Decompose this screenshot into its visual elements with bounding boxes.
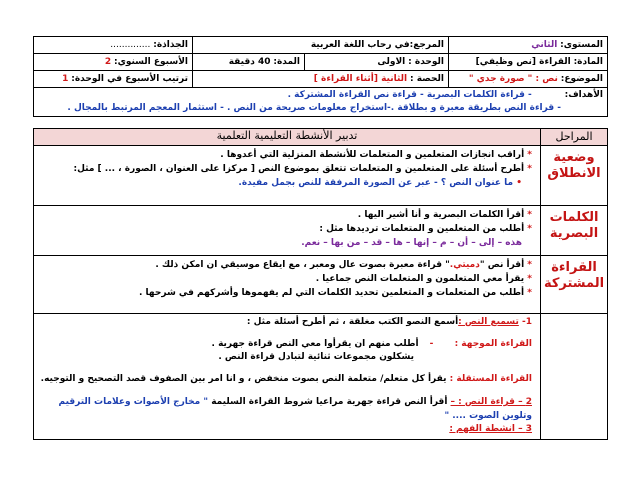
visual-words-list: هذه – إلى – أن – م – إنها – ها – قد – من بها – نعم. bbox=[301, 238, 522, 248]
subject-value: القراءة [نص وظيفي] bbox=[475, 57, 571, 67]
guided-reading-label: القراءة الموجهة : bbox=[454, 338, 532, 349]
objectives-cell bbox=[34, 88, 608, 117]
stage-visual-l2: البصرية bbox=[549, 226, 599, 241]
shared-activity-1-post: " قراءة معبرة بصوت عال ومعبر ، مع ايقاع موسيقي ان امكن ذلك . bbox=[155, 260, 450, 270]
objective-1: - قراءة الكلمات البصرية - قراءة نص القراءة المشتركة . bbox=[287, 90, 532, 100]
reference-label: المرجع: bbox=[409, 40, 444, 50]
step-2-continued: وتلوين الصوت .... " bbox=[444, 410, 532, 421]
unit-label: الوحدة : bbox=[408, 57, 444, 67]
topic-value: نص : " صورة جدي " bbox=[468, 74, 558, 84]
row-shared-reading bbox=[34, 256, 608, 314]
activities-reading bbox=[34, 314, 541, 440]
stage-visual-l1: الكلمات bbox=[549, 210, 599, 225]
stages-column-header: المراحل bbox=[541, 129, 608, 146]
launch-activity-2: أطرح أسئلة على المتعلمين و المتعلمات تتعلق بموضوع النص [ مركزا على العنوان ، الصورة ، ... ] مثل: bbox=[73, 164, 525, 174]
guided-reading-dash: - bbox=[429, 338, 434, 349]
objective-2: - قراءة النص بطريقة معبرة و بطلاقة .-استخراج معلومات صريحة من النص . - استثمار المعجم المرتبط بالمجال . bbox=[67, 103, 561, 113]
shared-activity-1-pre: أقرأ نص " bbox=[479, 260, 525, 270]
activities-visual-words: * أقرأ الكلمات البصرية و أنا أشير اليها . * أطلب من المتعلمين و المتعلمات ترديدها مثل : هذه – إلى – أن – م – إنها – ها – قد – من بها – نعم. bbox=[34, 206, 541, 256]
activities-launch: * أراقب انجازات المتعلمين و المتعلمات للأنشطة المنزلية التي أعدوها . * أطرح أسئلة على المتعلمين و المتعلمات تتعلق بموضوع النص [ مركزا على العنوان ، الصورة ، ... ] مثل: • ما عنوان النص ؟ - عبر عن الصورة المرفقة للنص بجمل مفيدة. bbox=[34, 146, 541, 206]
activities-header-row bbox=[34, 129, 608, 146]
stage-launch-l2: الانطلاق bbox=[547, 166, 601, 181]
duration-cell bbox=[193, 54, 305, 71]
session-cell bbox=[193, 71, 449, 88]
week-label: الأسبوع السنوي: bbox=[113, 57, 188, 67]
launch-activity-1: أراقب انجازات المتعلمين و المتعلمات للأنشطة المنزلية التي أعدوها . bbox=[220, 150, 525, 160]
unit-value: الاولى bbox=[377, 57, 406, 67]
level-cell bbox=[449, 37, 608, 54]
visual-activity-2: أطلب من المتعلمين و المتعلمات ترديدها مثل : bbox=[319, 224, 525, 234]
header-row-2 bbox=[34, 54, 608, 71]
reference-cell bbox=[193, 37, 449, 54]
row-reading-activities bbox=[34, 314, 608, 440]
step-2-text: أقرأ النص قراءة جهرية مراعيا شروط القراءة السليمة bbox=[211, 397, 448, 407]
subject-cell bbox=[449, 54, 608, 71]
novelty-cell bbox=[34, 37, 193, 54]
subject-label: المادة: bbox=[573, 57, 603, 67]
lesson-header-table bbox=[33, 36, 608, 117]
independent-reading-label: القراءة المستقلة : bbox=[449, 373, 532, 384]
step-1-number: 1- bbox=[521, 317, 532, 327]
header-row-objectives bbox=[34, 88, 608, 117]
stage-visual-words bbox=[541, 206, 608, 256]
step-1-text: أسمع النصو الكتب مغلقة ، ثم أطرح أسئلة مثل : bbox=[246, 317, 459, 327]
reference-value: في رحاب اللغة العربية bbox=[310, 40, 410, 50]
step-2-quote: " مخارج الأصوات وعلامات الترقيم bbox=[58, 397, 209, 407]
novelty-label: الجذاذة: bbox=[153, 40, 188, 50]
session-label: الحصة : bbox=[409, 74, 444, 84]
shared-activity-2: يقرأ معي المتعلمون و المتعلمات النص جماعيا . bbox=[315, 274, 525, 284]
step-2-label: 2 – قراءة النص : – bbox=[450, 397, 532, 407]
unit-week-cell bbox=[34, 71, 193, 88]
unit-cell bbox=[305, 54, 449, 71]
shared-activity-3: أطلب من المتعلمات و المتعلمين تحديد الكلمات التي لم يفهموها وأشركهم في شرحها . bbox=[138, 288, 525, 298]
week-value: 2 bbox=[104, 57, 112, 67]
novelty-value: .............. bbox=[110, 40, 151, 50]
activities-column-header: تدبير الأنشطة التعليمية التعلمية bbox=[34, 129, 541, 146]
stage-shared-l1: القراءة bbox=[551, 260, 597, 275]
stage-shared-reading bbox=[541, 256, 608, 314]
row-visual-words bbox=[34, 206, 608, 256]
duration-value: 40 دقيقة bbox=[228, 57, 271, 67]
session-value: الثانية [أثناء القراءة ] bbox=[313, 74, 408, 84]
row-launch bbox=[34, 146, 608, 206]
objectives-label: الأهداف: bbox=[564, 90, 603, 100]
level-value: الثاني bbox=[531, 40, 558, 50]
unit-week-label: ترتيب الأسبوع في الوحدة: bbox=[71, 74, 188, 84]
stage-reading-empty bbox=[541, 314, 608, 440]
activities-table bbox=[33, 128, 608, 440]
stage-launch-l1: وضعية bbox=[553, 150, 595, 165]
topic-cell bbox=[449, 71, 608, 88]
week-cell bbox=[34, 54, 193, 71]
header-row-3 bbox=[34, 71, 608, 88]
launch-activity-3: ما عنوان النص ؟ - عبر عن الصورة المرفقة للنص بجمل مفيدة. bbox=[238, 178, 514, 188]
unit-week-value: 1 bbox=[62, 74, 69, 84]
stage-launch bbox=[541, 146, 608, 206]
activities-shared-reading: * أقرأ نص "دميتي." قراءة معبرة بصوت عال ومعبر ، مع ايقاع موسيقي ان امكن ذلك . * يقرأ معي المتعلمون و المتعلمات النص جماعيا . * أطلب من المتعلمات و المتعلمين تحديد الكلمات التي لم يفهموها وأشركهم في شرحها . bbox=[34, 256, 541, 314]
header-row-1 bbox=[34, 37, 608, 54]
topic-label: الموضوع: bbox=[560, 74, 603, 84]
level-label: المستوى: bbox=[560, 40, 603, 50]
guided-reading-2: يشكلون مجموعات ثنائية لتبادل قراءة النص . bbox=[218, 352, 414, 362]
guided-reading-1: أطلب منهم ان يقرأوا معي النص قراءة جهرية . bbox=[211, 338, 419, 349]
visual-activity-1: أقرأ الكلمات البصرية و أنا أشير اليها . bbox=[357, 210, 525, 220]
independent-reading-text: يقرأ كل متعلم/ متعلمة النص بصوت منخفض ، و انا امر بين الصفوف قصد التصحيح و التوجيه. bbox=[40, 373, 447, 384]
duration-label: المدة: bbox=[273, 57, 300, 67]
stage-shared-l2: المشتركة bbox=[543, 276, 605, 291]
step-3-label: 3 – انشطة الفهم : bbox=[449, 424, 532, 434]
shared-activity-1-title: دميتي. bbox=[449, 260, 480, 270]
step-1-title: تسميع النص : bbox=[458, 317, 519, 327]
